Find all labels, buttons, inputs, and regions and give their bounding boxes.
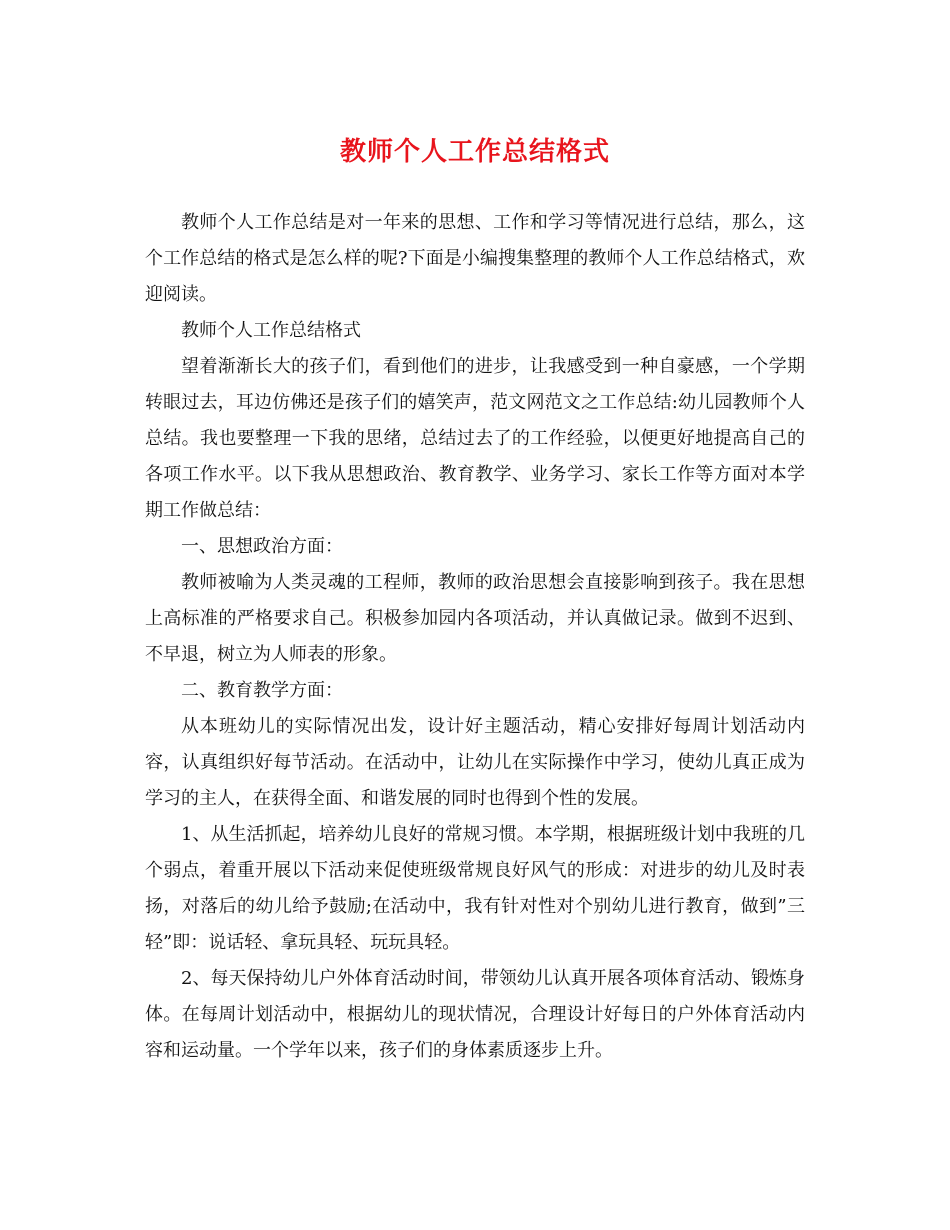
section-heading-teaching: 二、教育教学方面： <box>181 680 343 701</box>
section-heading-politics: 一、思想政治方面： <box>181 536 343 557</box>
paragraph-intro: 教师个人工作总结是对一年来的思想、工作和学习等情况进行总结，那么，这个工作总结的格式是怎么样的呢?下面是小编搜集整理的教师个人工作总结格式，欢迎阅读。 <box>145 212 805 305</box>
paragraph-item-1: 1、从生活抓起，培养幼儿良好的常规习惯。本学期，根据班级计划中我班的几个弱点，着重开展以下活动来促使班级常规良好风气的形成：对进步的幼儿及时表扬，对落后的幼儿给予鼓励;在活动中，我有针对性对个别幼儿进行教育，做到”三轻”即：说话轻、拿玩具轻、玩玩具轻。 <box>145 824 805 953</box>
paragraph-item-2: 2、每天保持幼儿户外体育活动时间，带领幼儿认真开展各项体育活动、锻炼身体。在每周计划活动中，根据幼儿的现状情况，合理设计好每日的户外体育活动内容和运动量。一个学年以来，孩子们的身体素质逐步上升。 <box>145 968 805 1061</box>
document-title: 教师个人工作总结格式 <box>339 137 610 167</box>
paragraph-politics: 教师被喻为人类灵魂的工程师，教师的政治思想会直接影响到孩子。我在思想上高标准的严格要求自己。积极参加园内各项活动，并认真做记录。做到不迟到、不早退，树立为人师表的形象。 <box>145 572 805 665</box>
paragraph-teaching: 从本班幼儿的实际情况出发，设计好主题活动，精心安排好每周计划活动内容，认真组织好每节活动。在活动中，让幼儿在实际操作中学习，使幼儿真正成为学习的主人，在获得全面、和谐发展的同时也得到个性的发展。 <box>145 716 805 809</box>
paragraph-opening: 望着渐渐长大的孩子们，看到他们的进步，让我感受到一种自豪感，一个学期转眼过去，耳边仿佛还是孩子们的嬉笑声，范文网范文之工作总结:幼儿园教师个人总结。我也要整理一下我的思绪，总结过去了的工作经验，以便更好地提高自己的各项工作水平。以下我从思想政治、教育教学、业务学习、家长工作等方面对本学期工作做总结： <box>145 356 805 521</box>
document-body <box>145 205 805 1069</box>
paragraph-subtitle: 教师个人工作总结格式 <box>181 320 361 341</box>
